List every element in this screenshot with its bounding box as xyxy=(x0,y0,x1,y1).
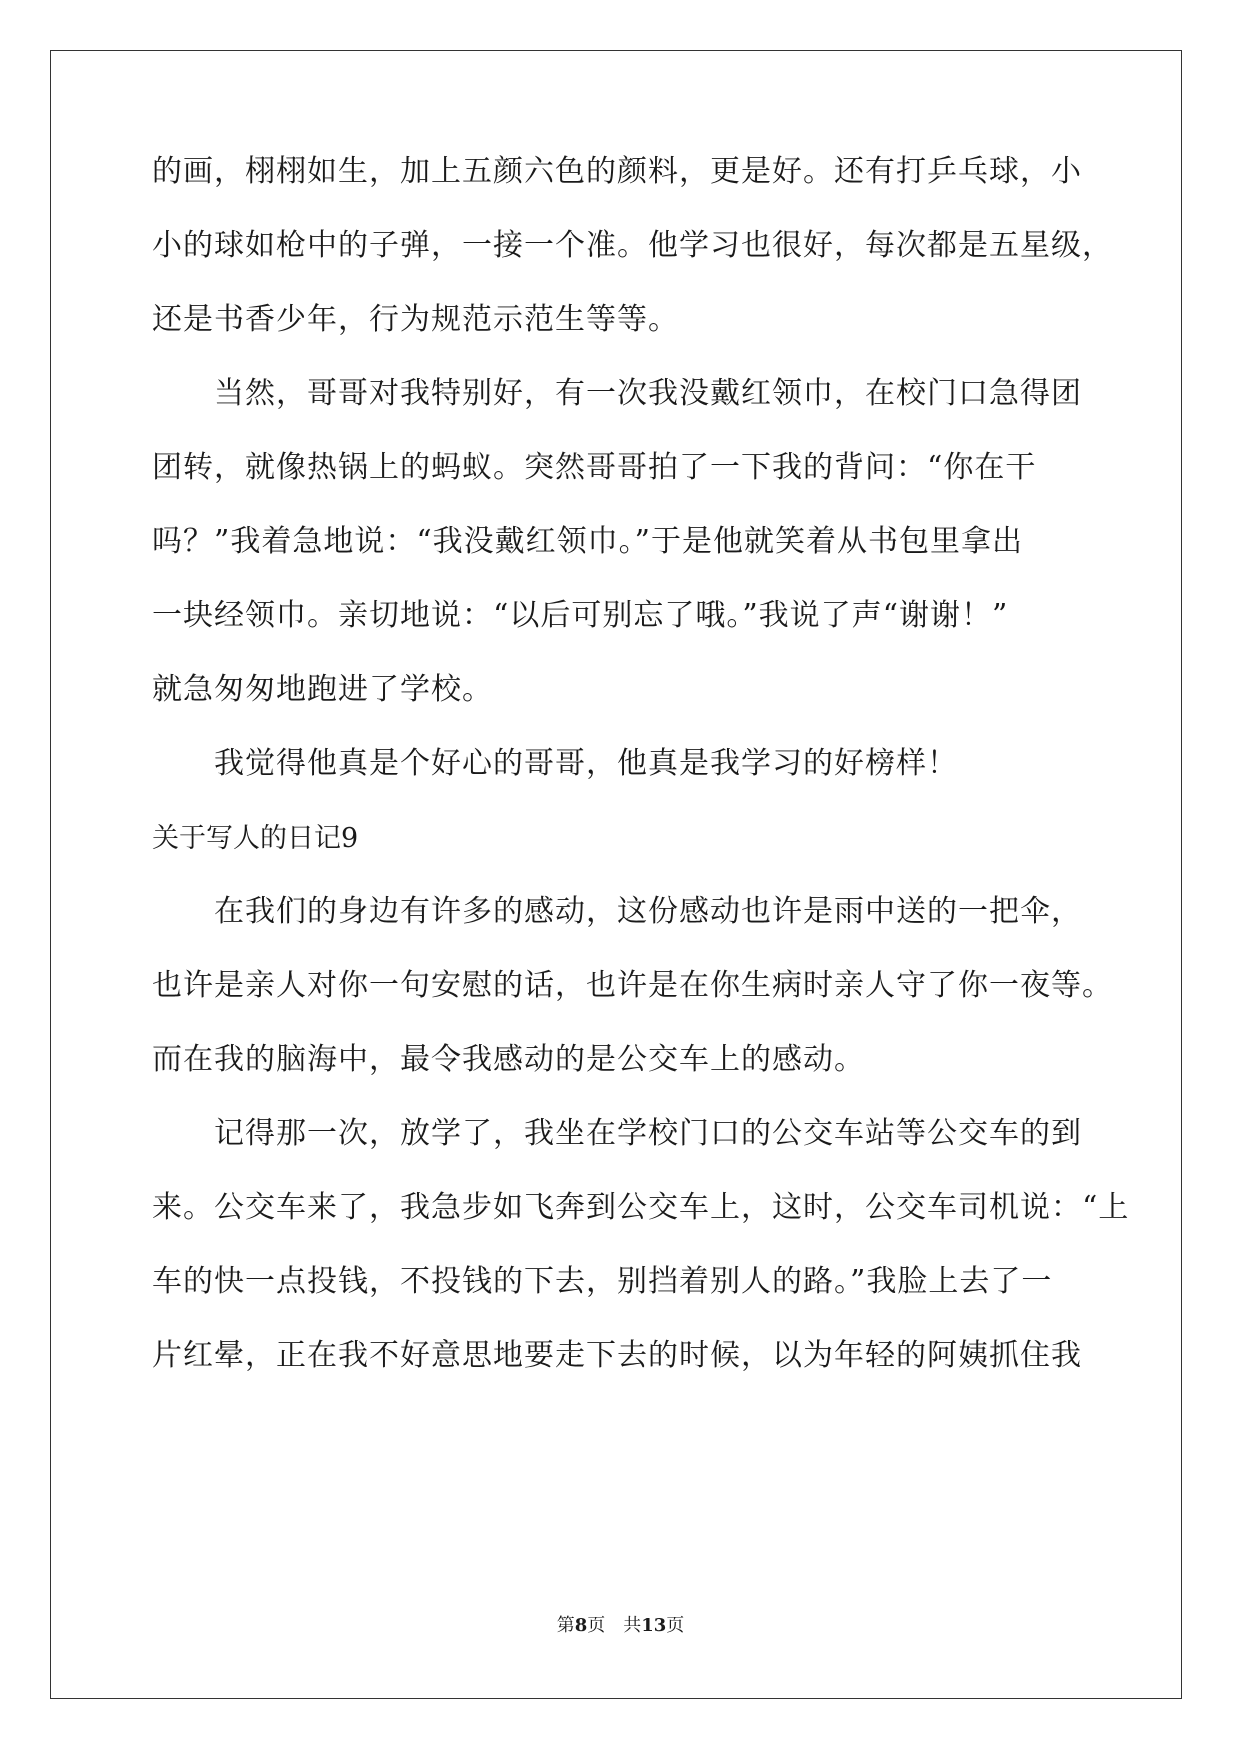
paragraph-line: 我觉得他真是个好心的哥哥，他真是我学习的好榜样！ xyxy=(214,746,958,781)
page-prefix: 第 xyxy=(556,1615,575,1636)
paragraph-line: 记得那一次，放学了，我坐在学校门口的公交车站等公交车的到 xyxy=(214,1116,1082,1151)
paragraph-line: 而在我的脑海中，最令我感动的是公交车上的感动。 xyxy=(152,1042,865,1077)
paragraph-line: 吗？”我着急地说：“我没戴红领巾。”于是他就笑着从书包里拿出 xyxy=(152,524,1024,559)
paragraph-line: 小的球如枪中的子弹，一接一个准。他学习也很好，每次都是五星级， xyxy=(152,228,1113,263)
current-page: 8 xyxy=(574,1615,588,1636)
total-suffix: 页 xyxy=(666,1615,685,1636)
page-number xyxy=(557,1615,606,1636)
paragraph-line: 在我们的身边有许多的感动，这份感动也许是雨中送的一把伞， xyxy=(214,894,1082,929)
page-total xyxy=(623,1615,684,1636)
paragraph-line: 一块经领巾。亲切地说：“以后可别忘了哦。”我说了声“谢谢！” xyxy=(152,598,1009,633)
section-heading: 关于写人的日记9 xyxy=(152,823,359,854)
paragraph-line: 还是书香少年，行为规范示范生等等。 xyxy=(152,302,679,337)
paragraph-line: 团转，就像热锅上的蚂蚁。突然哥哥拍了一下我的背问：“你在干 xyxy=(152,450,1037,485)
page-footer xyxy=(0,1614,1241,1638)
paragraph-line: 当然，哥哥对我特别好，有一次我没戴红领巾，在校门口急得团 xyxy=(214,376,1082,411)
paragraph-line: 车的快一点投钱，不投钱的下去，别挡着别人的路。”我脸上去了一 xyxy=(152,1264,1053,1299)
page-suffix: 页 xyxy=(587,1615,606,1636)
paragraph-line: 来。公交车来了，我急步如飞奔到公交车上，这时，公交车司机说：“上 xyxy=(152,1190,1130,1225)
total-pages: 13 xyxy=(641,1615,667,1636)
paragraph-line: 也许是亲人对你一句安慰的话，也许是在你生病时亲人守了你一夜等。 xyxy=(152,968,1113,1003)
page-border xyxy=(50,50,1182,1699)
paragraph-line: 的画，栩栩如生，加上五颜六色的颜料，更是好。还有打乒乓球，小 xyxy=(152,154,1082,189)
total-prefix: 共 xyxy=(623,1615,642,1636)
paragraph-line: 片红晕，正在我不好意思地要走下去的时候，以为年轻的阿姨抓住我 xyxy=(152,1338,1082,1373)
paragraph-line: 就急匆匆地跑进了学校。 xyxy=(152,672,493,707)
